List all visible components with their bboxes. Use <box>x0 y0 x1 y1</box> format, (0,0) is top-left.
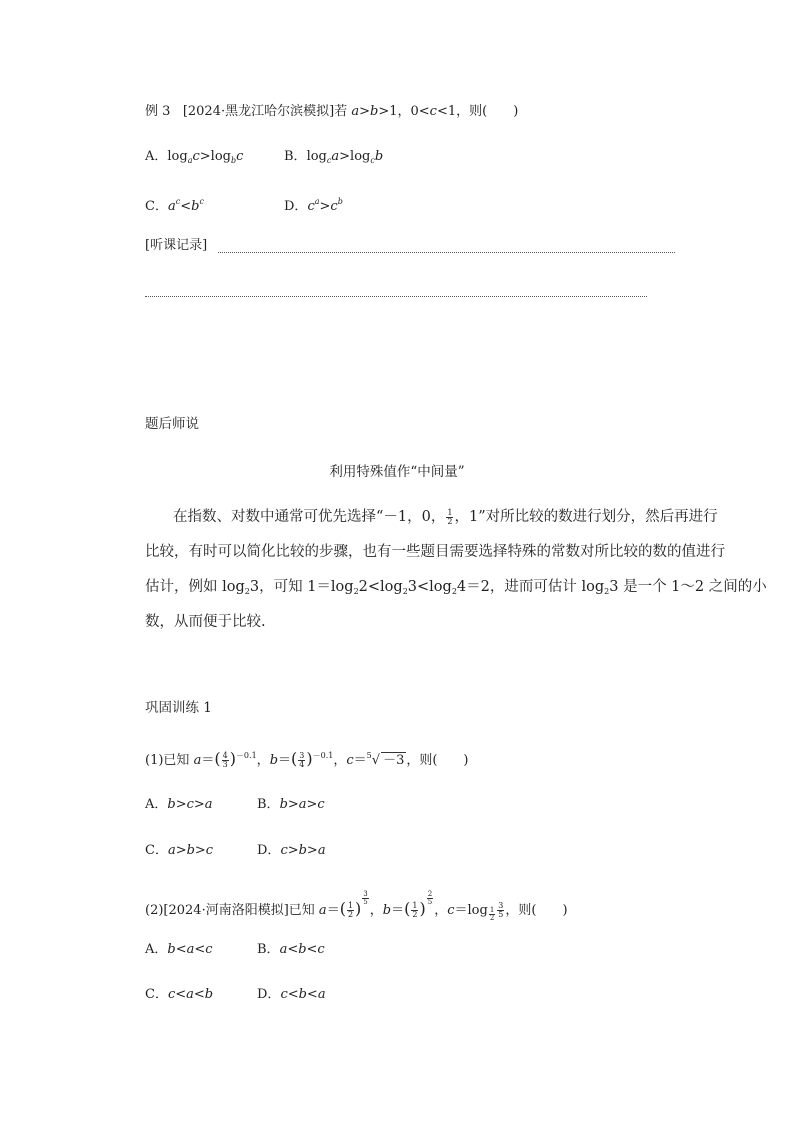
q2-option-b[interactable] <box>257 942 325 958</box>
log-arg-fraction: $\frac{3}{5}$ <box>498 901 504 919</box>
source-tag: [2024·黑龙江哈尔滨模拟] <box>182 104 335 119</box>
q2-option-c[interactable] <box>145 987 213 1003</box>
fraction: $\frac{1}{2}$ <box>412 901 418 919</box>
option-text: b>c>a <box>167 797 213 812</box>
power-base: c <box>307 199 315 214</box>
q1-option-a[interactable] <box>145 797 213 813</box>
question-text: >1，0< <box>378 104 430 119</box>
power-exp: c <box>175 197 181 206</box>
option-text: a<b<c <box>279 942 325 957</box>
log-arg: b <box>374 149 384 164</box>
exponent: －0.1 <box>312 751 334 760</box>
op: ＝ <box>278 753 292 768</box>
q2-option-d[interactable] <box>257 987 326 1003</box>
paren: ( <box>339 899 346 918</box>
option-label: D． <box>284 199 308 214</box>
option-label: D． <box>257 987 281 1002</box>
option-b[interactable] <box>284 149 383 169</box>
sep: ， <box>256 753 270 768</box>
log-text: log <box>210 149 231 164</box>
option-c[interactable] <box>145 194 204 215</box>
log-text: log <box>467 903 488 918</box>
var-c: c <box>447 903 455 918</box>
var-b: b <box>382 903 392 918</box>
log-base: a <box>187 156 193 165</box>
question-text: <1，则( ) <box>436 104 519 119</box>
var-b: b <box>370 104 379 119</box>
op: > <box>339 149 351 164</box>
teacher-heading: 题后师说 <box>145 416 199 432</box>
log-base: 2 <box>604 587 610 596</box>
practice-q1 <box>145 748 469 769</box>
sep: ， <box>333 753 347 768</box>
text: 3 是一个 1～2 之间的小 <box>609 579 767 595</box>
paragraph-line-3 <box>145 570 767 609</box>
option-text: c<a<b <box>167 987 214 1002</box>
log-arg: c <box>236 149 244 164</box>
option-label: D． <box>257 843 281 858</box>
power-base: c <box>330 199 338 214</box>
text: 3，可知 1＝log <box>249 579 354 595</box>
text: 在指数、对数中通常可优先选择“－1，0， <box>173 509 446 525</box>
fraction: $\frac{1}{2}$ <box>347 901 354 919</box>
power-exp: b <box>337 197 343 206</box>
op: ＝ <box>326 903 340 918</box>
example3-question <box>145 104 518 120</box>
var-c: c <box>429 104 437 119</box>
log-base-fraction: $\frac{1}{2}$ <box>489 906 495 922</box>
option-label: B． <box>284 149 307 164</box>
q1-option-c[interactable] <box>145 843 213 859</box>
exponent: －0.1 <box>235 751 257 760</box>
root-index: 5 <box>366 751 372 760</box>
log-base: 2 <box>353 587 359 596</box>
text: 2<log <box>358 579 403 595</box>
op: ＝ <box>353 753 367 768</box>
fraction: $\frac{3}{4}$ <box>299 751 305 769</box>
option-d[interactable] <box>284 194 343 215</box>
log-base: c <box>370 156 375 165</box>
sep: ， <box>369 903 383 918</box>
op: < <box>180 199 192 214</box>
op: > <box>359 104 371 119</box>
option-text: c>b>a <box>280 843 326 858</box>
op: ＝ <box>391 903 405 918</box>
log-text: log <box>306 149 327 164</box>
notes-line-1[interactable] <box>218 252 675 253</box>
q2-option-a[interactable] <box>145 942 213 958</box>
example-label: 例 3 <box>145 104 171 119</box>
paragraph-line-4: 数，从而便于比较. <box>145 614 266 630</box>
var-c: c <box>346 753 354 768</box>
radical-sign-icon: √ <box>371 753 381 768</box>
q1-option-d[interactable] <box>257 843 326 859</box>
option-text: b<a<c <box>167 942 213 957</box>
option-label: A． <box>145 797 168 812</box>
exponent-fraction: $\frac{3}{5}$ <box>363 890 368 906</box>
text: (1)已知 <box>145 753 194 768</box>
log-text: log <box>350 149 371 164</box>
option-label: A． <box>145 149 168 164</box>
op: > <box>199 149 211 164</box>
op: ＝ <box>201 753 215 768</box>
log-base: 2 <box>244 587 250 596</box>
op: ＝ <box>454 903 468 918</box>
option-label: C． <box>145 987 168 1002</box>
option-a[interactable] <box>145 149 243 169</box>
var-b: b <box>269 753 279 768</box>
option-label: B． <box>257 797 280 812</box>
paragraph-line-2: 比较，有时可以简化比较的步骤，也有一些题目需要选择特殊的常数对所比较的数的值进行 <box>145 544 725 560</box>
power-base: a <box>167 199 176 214</box>
power-base: b <box>191 199 200 214</box>
fraction-half: $\frac{1}{2}$ <box>447 507 453 526</box>
text: 3<log <box>407 579 452 595</box>
paren: ) <box>419 899 426 918</box>
power-exp: a <box>314 197 320 206</box>
option-label: B． <box>257 942 280 957</box>
var-a: a <box>193 753 202 768</box>
paren: ( <box>214 749 221 768</box>
op: > <box>319 199 331 214</box>
option-text: b>a>c <box>279 797 325 812</box>
exponent-fraction: $\frac{2}{5}$ <box>427 890 433 906</box>
text: (2)[2024·河南洛阳模拟]已知 <box>145 903 319 918</box>
text: ，则( ) <box>505 903 568 918</box>
notes-label: [听课记录] <box>145 238 208 253</box>
option-text: a>b>c <box>167 843 214 858</box>
var-a: a <box>318 903 327 918</box>
text: 4＝2，进而可估计 log <box>456 579 605 595</box>
paren: ) <box>355 899 362 918</box>
question-text: 若 <box>334 104 348 119</box>
log-base: c <box>326 156 332 165</box>
q1-option-b[interactable] <box>257 797 325 813</box>
practice-heading: 巩固训练 1 <box>145 700 212 716</box>
paren: ) <box>306 749 313 768</box>
log-arg: a <box>331 149 340 164</box>
log-base: b <box>230 156 237 165</box>
fraction: $\frac{4}{3}$ <box>222 751 228 769</box>
paren: ) <box>229 749 236 768</box>
notes-line-2[interactable] <box>145 296 647 297</box>
text: ，则( ) <box>406 753 469 768</box>
option-label: A． <box>145 942 168 957</box>
text: ，1”对所比较的数进行划分，然后再进行 <box>454 509 718 525</box>
paren: ( <box>291 749 298 768</box>
option-label: C． <box>145 843 168 858</box>
var-a: a <box>351 104 360 119</box>
paragraph-line-1 <box>145 500 718 535</box>
option-text: c<b<a <box>280 987 326 1002</box>
log-base: 2 <box>451 587 457 596</box>
text: 估计，例如 log <box>145 579 245 595</box>
practice-q2 <box>145 891 568 922</box>
center-title: 利用特殊值作“中间量” <box>329 464 465 480</box>
sep: ， <box>434 903 448 918</box>
log-text: log <box>167 149 188 164</box>
paren: ( <box>404 899 411 918</box>
option-label: C． <box>145 199 168 214</box>
power-exp: c <box>199 197 204 206</box>
log-base: 2 <box>402 587 408 596</box>
log-arg: c <box>192 149 200 164</box>
radicand: －3 <box>383 753 405 768</box>
